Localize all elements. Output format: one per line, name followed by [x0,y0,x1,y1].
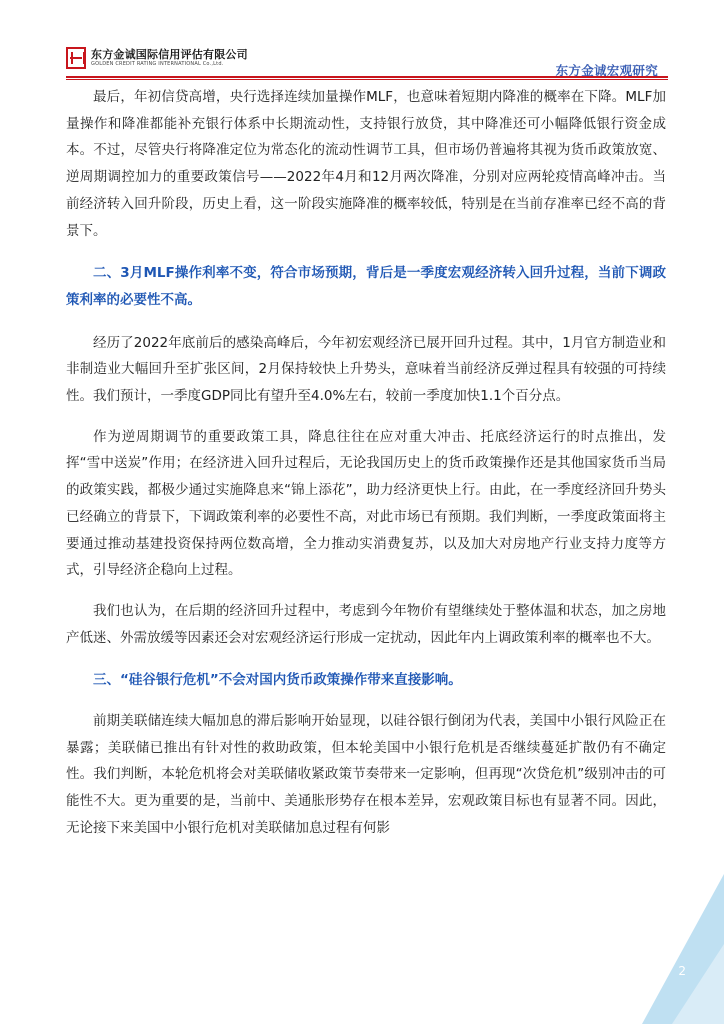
paragraph-economic-recovery: 经历了2022年底前后的感染高峰后，今年初宏观经济已展开回升过程。其中，1月官方制造业和非制造业大幅回升至扩张区间，2月保持较快上升势头，意味着当前经济反弹过程具有较强的可持续性。我们预计，一季度GDP同比有望升至4.0%左右，较前一季度加快1.1个百分点。 [66,334,666,405]
corner-decoration-inner [672,944,724,1024]
header-divider-thin [66,79,668,80]
section-heading-3: 三、“硅谷银行危机”不会对国内货币政策操作带来直接影响。 [93,672,462,689]
document-body [66,84,666,842]
logo-text [91,49,248,67]
paragraph-rrr-outlook: 最后，年初信贷高增，央行选择连续加量操作MLF，也意味着短期内降准的概率在下降。MLF加量操作和降准都能补充银行体系中长期流动性，支持银行放贷，其中降准还可小幅降低银行资金成本。不过，尽管央行将降准定位为常态化的流动性调节工具，但市场仍普遍将其视为货币政策放宽、逆周期调控加力的重要政策信号——2022年4月和12月两次降准，分别对应两轮疫情高峰冲击。当前经济转入回升阶段，历史上看，这一阶段实施降准的概率较低，特别是在当前存准率已经不高的背景下。 [66,89,666,239]
section-heading-2: 二、3月MLF操作利率不变，符合市场预期，背后是一季度宏观经济转入回升过程，当前下调政策利率的必要性不高。 [66,265,666,308]
paragraph-rate-cut-necessity: 作为逆周期调节的重要政策工具，降息往往在应对重大冲击、托底经济运行的时点推出，发挥“雪中送炭”作用；在经济进入回升过程后，无论我国历史上的货币政策操作还是其他国家货币当局的政策实践，都极少通过实施降息来“锦上添花”，助力经济更快上行。由此，在一季度经济回升势头已经确立的背景下，下调政策利率的必要性不高，对此市场已有预期。我们判断，一季度政策面将主要通过推动基建投资保持两位数高增，全力推动实消费复苏，以及加大对房地产行业支持力度等方式，引导经济企稳向上过程。 [66,428,666,579]
company-name-en: GOLDEN CREDIT RATING INTERNATIONAL Co.,Ltd. [91,61,224,67]
logo-mark-icon [66,47,86,69]
page-number: 2 [678,964,686,978]
paragraph-svb-crisis: 前期美联储连续大幅加息的滞后影响开始显现，以硅谷银行倒闭为代表，美国中小银行风险正在暴露；美联储已推出有针对性的救助政策，但本轮美国中小银行危机是否继续蔓延扩散仍有不确定性。我们判断，本轮危机将会对美联储收紧政策节奏带来一定影响，但再现“次贷危机”级别冲击的可能性不大。更为重要的是，当前中、美通胀形势存在根本差异，宏观政策目标也有显著不同。因此，无论接下来美国中小银行危机对美联储加息过程有何影 [66,713,666,836]
paragraph-rate-hike-probability: 我们也认为，在后期的经济回升过程中，考虑到今年物价有望继续处于整体温和状态，加之房地产低迷、外需放缓等因素还会对宏观经济运行形成一定扰动，因此年内上调政策利率的概率也不大。 [66,602,666,646]
section-title: 东方金诚宏观研究 [555,63,658,78]
header-divider [66,76,668,78]
company-name-cn: 东方金诚国际信用评估有限公司 [91,48,248,61]
company-logo [66,47,248,69]
page-header [0,0,724,80]
